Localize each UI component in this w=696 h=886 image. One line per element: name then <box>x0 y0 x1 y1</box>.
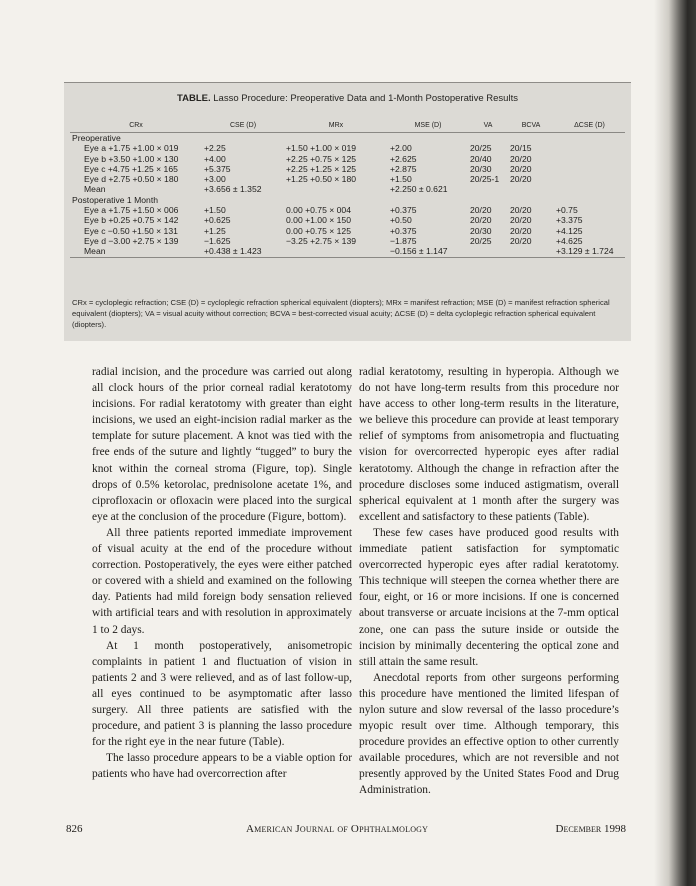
header-cse: CSE (D) <box>202 119 284 133</box>
table-cell: +1.25 +0.50 × 180 <box>286 174 357 185</box>
header-bcva: BCVA <box>508 119 554 133</box>
table-cell: −1.625 <box>204 235 231 246</box>
table-cell <box>468 184 508 194</box>
table-cell: −3.25 +2.75 × 139 <box>286 235 357 246</box>
page-number: 826 <box>66 823 83 835</box>
table-caption-label: TABLE. <box>177 93 211 104</box>
table-row <box>70 226 625 236</box>
table-cell: +0.375 <box>390 205 417 216</box>
book-spine-shadow <box>654 0 696 886</box>
table-row <box>70 205 625 215</box>
journal-name: American Journal of Ophthalmology <box>246 823 429 835</box>
table-cell: 0.00 +0.75 × 004 <box>286 205 351 216</box>
table-cell: +1.50 +1.00 × 019 <box>286 143 357 154</box>
table-cell <box>284 246 388 257</box>
header-delta-cse: ΔCSE (D) <box>554 119 625 133</box>
table-caption <box>64 93 631 104</box>
table-cell: +4.00 <box>204 153 226 164</box>
table-cell: +3.656 ± 1.352 <box>204 184 262 195</box>
table-cell <box>554 184 625 194</box>
paragraph: These few cases have produced good results with immediate patient satisfaction for symptomatic overcorrected hyperopic eyes after radial keratotomy. This technique will steepen the cornea whether there are four, eight, or 16 or more incisions. If one is concerned about transverse or arcuate incisions at the 7-mm optical zone, one can pass the suture inside or outside the incision by minimally decentering the optical zone and still attain the same result. <box>359 526 619 668</box>
table-cell: +0.50 <box>390 215 412 226</box>
table-section-label: Preoperative <box>72 133 121 143</box>
table-row <box>70 184 625 194</box>
table-cell: 20/30 <box>470 163 492 174</box>
table-row <box>70 236 625 246</box>
table-cell <box>284 184 388 194</box>
table-cell: 20/20 <box>510 225 532 236</box>
table-cell: +4.625 <box>556 235 583 246</box>
table-cell: +1.50 <box>390 174 412 185</box>
table-cell: +3.129 ± 1.724 <box>554 246 625 257</box>
table-row <box>70 143 625 153</box>
table-row <box>70 164 625 174</box>
table-row <box>70 174 625 184</box>
table-cell: 20/30 <box>470 225 492 236</box>
left-text-column <box>92 364 352 782</box>
table-cell: +2.875 <box>390 163 417 174</box>
table-cell: +2.25 +0.75 × 125 <box>286 153 357 164</box>
table-cell: Mean <box>70 246 202 257</box>
paragraph: All three patients reported immediate improvement of visual acuity at the end of the procedure without correction. Postoperatively, the eyes were either patched or covered with a shield and examined on the following day. Patients had mild foreign body sensation relieved with artificial tears and with resolution in approximately 1 to 2 days. <box>92 526 352 636</box>
table-section-row <box>70 195 625 205</box>
table-cell: 20/20 <box>510 235 532 246</box>
header-va: VA <box>468 119 508 133</box>
table-cell: +3.00 <box>204 174 226 185</box>
table-cell <box>554 143 625 153</box>
results-table-panel <box>64 82 631 341</box>
table-row <box>70 154 625 164</box>
table-cell <box>554 154 625 164</box>
header-crx: CRx <box>70 119 202 133</box>
table-cell: 0.00 +0.75 × 125 <box>286 225 351 236</box>
table-cell: +5.375 <box>204 163 231 174</box>
table-cell <box>508 184 554 194</box>
paragraph: radial incision, and the procedure was carried out along all clock hours of the prior corneal radial keratotomy incisions. For radial keratotomy with greater than eight incisions, we used an eight-incision radial marker as the template for suture placement. A knot was tied with the free ends of the suture and lightly “tugged” to bury the knot within the corneal stroma (Figure, top). Single drops of 0.5% ketorolac, prednisolone acetate 1%, and ciprofloxacin or ofloxacin were placed into the surgical eye at the conclusion of the procedure (Figure, bottom). <box>92 366 352 523</box>
paragraph: Anecdotal reports from other surgeons performing this procedure have mentioned the limited lifespan of nylon suture and slow reversal of the lasso procedure’s myopic result over time. Although temporary, this procedure provides an effective option to other currently available procedures, which are not reversible and not presently approved by the United States Food and Drug Administration. <box>359 671 619 797</box>
table-cell: +1.50 <box>204 205 226 216</box>
right-text-column <box>359 364 619 799</box>
paragraph: radial keratotomy, resulting in hyperopia. Although we do not have long-term results from this procedure nor have access to other long-term results in the literature, we believe this procedure can provide at least temporary relief of symptoms from anisometropia and fluctuating vision for overcorrected hyperopic eyes after radial keratotomy. Although the change in refraction after the procedure discloses some induced astigmatism, overall spherical equivalent at 1 month after the surgery was excellent and satisfactory to these patients (Table). <box>359 366 619 523</box>
table-cell: 20/15 <box>510 143 532 154</box>
table-cell: Eye b +0.25 +0.75 × 142 <box>84 215 179 226</box>
table-cell: −1.875 <box>390 235 417 246</box>
table-cell: 20/40 <box>470 153 492 164</box>
table-cell: 0.00 +1.00 × 150 <box>286 215 351 226</box>
table-cell: 20/20 <box>470 205 492 216</box>
table-cell: +2.25 <box>204 143 226 154</box>
paragraph: The lasso procedure appears to be a viable option for patients who have had overcorrection after <box>92 752 352 781</box>
table-cell: 20/20 <box>510 205 532 216</box>
table-cell: 20/20 <box>510 153 532 164</box>
issue-date: December 1998 <box>555 823 626 835</box>
table-cell <box>508 246 554 257</box>
table-cell: +0.375 <box>390 225 417 236</box>
table-cell: Eye a +1.75 +1.00 × 019 <box>84 143 179 154</box>
table-cell: 20/20 <box>510 215 532 226</box>
table-cell: 20/20 <box>510 163 532 174</box>
table-cell: +2.625 <box>390 153 417 164</box>
table-cell: Eye d +2.75 +0.50 × 180 <box>84 174 179 185</box>
table-caption-text: Lasso Procedure: Preoperative Data and 1-Month Postoperative Results <box>210 93 518 104</box>
table-cell <box>468 246 508 257</box>
table-cell: Eye c +4.75 +1.25 × 165 <box>84 163 178 174</box>
table-cell: +0.625 <box>204 215 231 226</box>
header-mrx: MRx <box>284 119 388 133</box>
table-cell: +2.00 <box>390 143 412 154</box>
table-cell: +0.75 <box>556 205 578 216</box>
table-cell: 20/20 <box>470 215 492 226</box>
lasso-data-table <box>70 119 625 258</box>
table-cell: 20/20 <box>510 174 532 185</box>
table-cell: +2.250 ± 0.621 <box>390 184 448 195</box>
table-cell: −0.156 ± 1.147 <box>388 246 468 257</box>
table-header-row <box>70 119 625 133</box>
paragraph: At 1 month postoperatively, anisometropic complaints in patient 1 and fluctuation of vision in patients 2 and 3 were relieved, and as of last follow-up, all eyes continued to be asymptomatic after lasso surgery. All three patients are satisfied with the procedure, and patient 3 is planning the lasso procedure for the right eye in the near future (Table). <box>92 639 352 749</box>
table-cell: +3.375 <box>556 215 583 226</box>
table-section-label: Postoperative 1 Month <box>72 194 158 205</box>
table-row <box>70 246 625 257</box>
table-cell <box>554 174 625 184</box>
table-cell: +4.125 <box>556 225 583 236</box>
table-cell: +1.25 <box>204 225 226 236</box>
table-cell: Eye c −0.50 +1.50 × 131 <box>84 225 178 236</box>
table-cell: +2.25 +1.25 × 125 <box>286 163 357 174</box>
table-cell: Eye b +3.50 +1.00 × 130 <box>84 153 179 164</box>
table-cell: Eye d −3.00 +2.75 × 139 <box>84 235 179 246</box>
table-cell: 20/25 <box>470 235 492 246</box>
page-footer <box>66 823 626 839</box>
table-cell <box>554 164 625 174</box>
header-mse: MSE (D) <box>388 119 468 133</box>
table-cell: 20/25-1 <box>470 174 500 185</box>
table-footnote: CRx = cycloplegic refraction; CSE (D) = cycloplegic refraction spherical equivalent (diopters); MRx = manifest refraction; MSE (D) = manifest refraction spherical equivalent (diopters); VA = visual acuity without correction; BCVA = best-corrected visual acuity; ΔCSE (D) = delta cycloplegic refraction spherical equivalent (diopters). <box>72 298 610 330</box>
table-body <box>70 133 625 258</box>
table-cell: +0.438 ± 1.423 <box>202 246 284 257</box>
table-row <box>70 215 625 225</box>
table-cell: 20/25 <box>470 143 492 154</box>
table-cell: Mean <box>84 184 106 195</box>
table-section-row <box>70 133 625 144</box>
table-cell: Eye a +1.75 +1.50 × 006 <box>84 205 179 216</box>
